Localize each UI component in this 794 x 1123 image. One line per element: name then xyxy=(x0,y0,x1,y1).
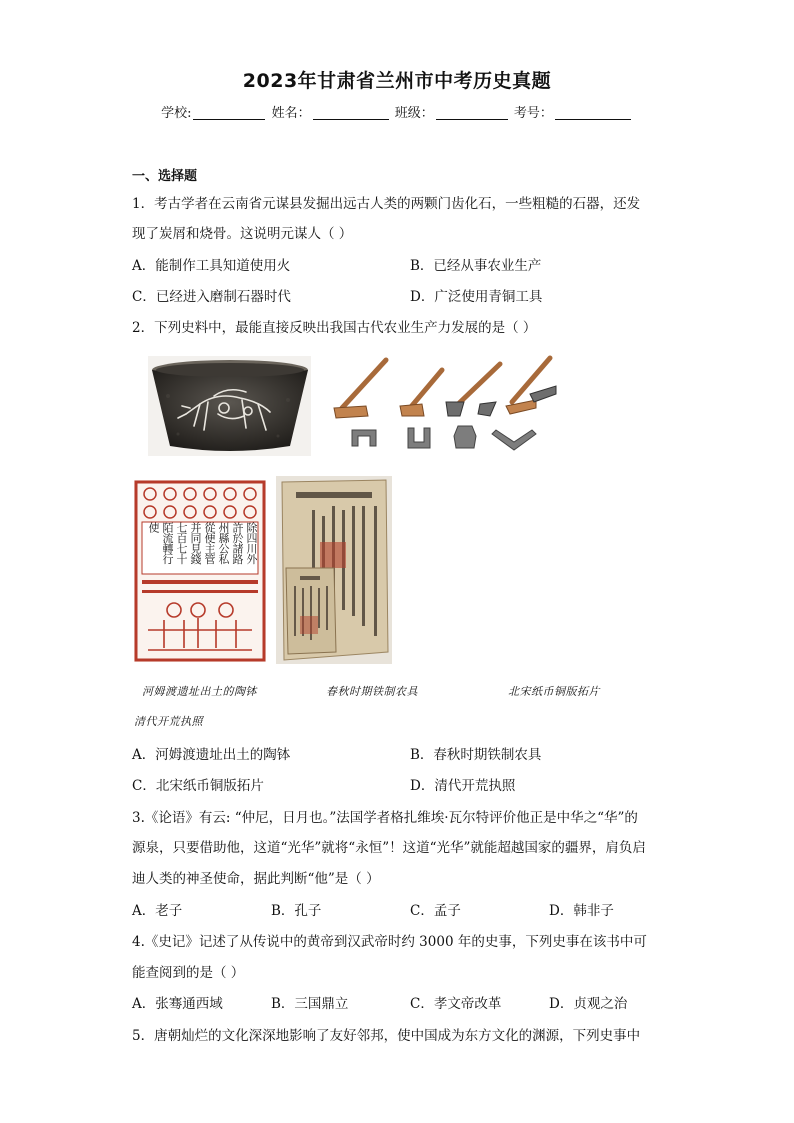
q4-option-d[interactable]: D．贞观之治 xyxy=(549,996,628,1012)
banknote-rubbing-image xyxy=(134,480,266,662)
q2-option-a[interactable]: A．河姆渡遗址出土的陶钵 xyxy=(132,747,291,763)
pottery-bowl-image xyxy=(148,356,311,456)
school-label: 学校: xyxy=(161,106,192,121)
q3-option-b[interactable]: B．孔子 xyxy=(271,903,322,919)
number-label: 考号： xyxy=(513,106,553,121)
q3-stem-line1: 3.《论语》有云: “仲尼，日月也。”法国学者格扎维埃·瓦尔特评价他正是中华之“华”的 xyxy=(132,810,638,826)
q2-option-c[interactable]: C．北宋纸币铜版拓片 xyxy=(132,778,264,794)
student-info-row xyxy=(0,102,794,121)
q5-stem-line1: 5．唐朝灿烂的文化深深地影响了友好邻邦，使中国成为东方文化的渊源，下列史事中 xyxy=(132,1028,641,1044)
iron-tools-image xyxy=(330,350,576,454)
q4-option-c[interactable]: C．孝文帝改革 xyxy=(410,996,502,1012)
q3-option-c[interactable]: C．孟子 xyxy=(410,903,461,919)
name-blank[interactable] xyxy=(313,105,389,120)
caption-land-license: 清代开荒执照 xyxy=(134,715,203,728)
q1-stem-line1: 1．考古学者在云南省元谋县发掘出远古人类的两颗门齿化石，一些粗糙的石器，还发 xyxy=(132,196,641,212)
q4-stem-line2: 能查阅到的是（ ） xyxy=(132,965,245,981)
class-label: 班级： xyxy=(394,106,434,121)
q4-stem-line1: 4.《史记》记述了从传说中的黄帝到汉武帝时约 3000 年的史事，下列史事在该书中可 xyxy=(132,934,647,950)
q1-option-d[interactable]: D．广泛使用青铜工具 xyxy=(410,289,543,305)
q3-option-a[interactable]: A．老子 xyxy=(132,903,183,919)
caption-iron-tools: 春秋时期铁制农具 xyxy=(326,685,418,698)
q1-option-a[interactable]: A．能制作工具知道使用火 xyxy=(132,258,291,274)
q4-option-b[interactable]: B．三国鼎立 xyxy=(271,996,349,1012)
q2-option-b[interactable]: B．春秋时期铁制农具 xyxy=(410,747,542,763)
q2-stem: 2．下列史料中，最能直接反映出我国古代农业生产力发展的是（ ） xyxy=(132,320,537,336)
q2-option-d[interactable]: D．清代开荒执照 xyxy=(410,778,516,794)
caption-pottery: 河姆渡遗址出土的陶钵 xyxy=(142,685,257,698)
page-title: 2023年甘肃省兰州市中考历史真题 xyxy=(242,70,552,92)
q4-option-a[interactable]: A．张骞通西域 xyxy=(132,996,223,1012)
class-blank[interactable] xyxy=(436,105,508,120)
section-heading: 一、选择题 xyxy=(132,169,198,184)
school-blank[interactable] xyxy=(193,105,265,120)
q3-option-d[interactable]: D．韩非子 xyxy=(549,903,614,919)
q1-stem-line2: 现了炭屑和烧骨。这说明元谋人（ ） xyxy=(132,226,353,242)
number-blank[interactable] xyxy=(555,105,631,120)
q3-stem-line3: 迪人类的神圣使命，据此判断“他”是（ ） xyxy=(132,871,380,887)
banknote-text: 除四川外許於諸路州縣公私從便主管并同見錢七百七十陌流轉行使 xyxy=(147,522,258,564)
q1-option-c[interactable]: C．已经进入磨制石器时代 xyxy=(132,289,291,305)
caption-banknote: 北宋纸币铜版拓片 xyxy=(508,685,600,698)
q1-option-b[interactable]: B．已经从事农业生产 xyxy=(410,258,542,274)
q3-stem-line2: 源泉，只要借助他，这道“光华”就将“永恒”！这道“光华”就能超越国家的疆界，肩负启 xyxy=(132,840,646,856)
name-label: 姓名： xyxy=(271,106,311,121)
land-license-image xyxy=(276,476,392,664)
